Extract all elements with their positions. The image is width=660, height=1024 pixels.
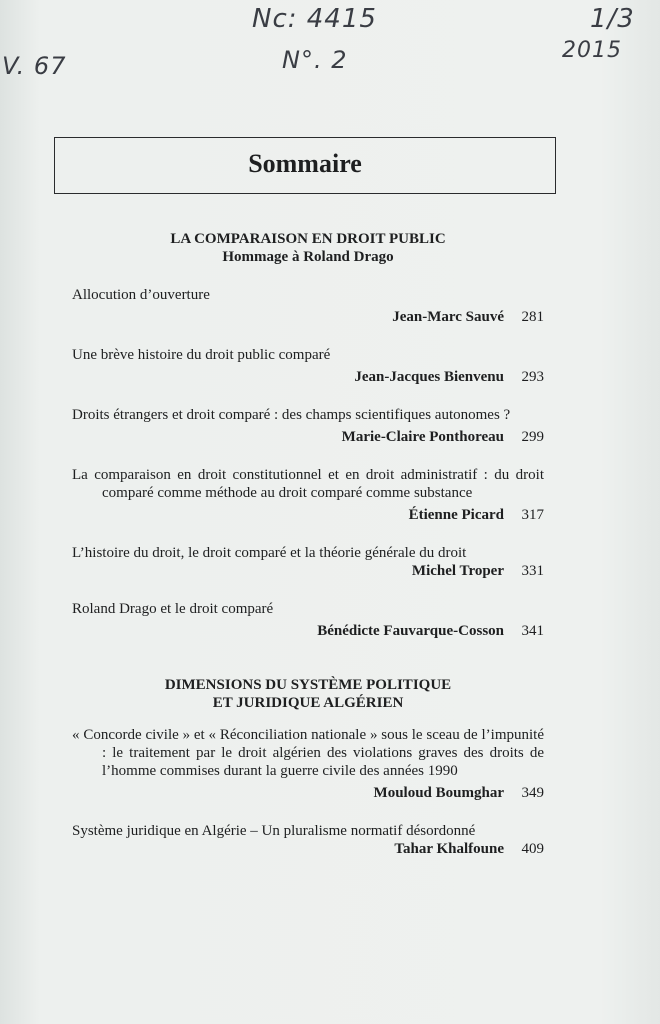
- section-algerie: [72, 676, 544, 858]
- toc-entry[interactable]: [72, 726, 544, 802]
- handwritten-volume: 1/3: [590, 4, 635, 34]
- entry-title: Droits étrangers et droit comparé : des champs scientifiques autonomes ?: [72, 407, 511, 423]
- entry-page: 281: [521, 309, 544, 325]
- toc-entry[interactable]: [72, 286, 544, 326]
- entry-author-line: [72, 840, 544, 858]
- entry-title: L’histoire du droit, le droit comparé et la théorie générale du droit: [72, 545, 467, 561]
- entry-page: 299: [521, 429, 544, 445]
- entry-author-line: [72, 506, 544, 524]
- entry-author: Michel Troper: [411, 563, 504, 579]
- entry-page: 293: [521, 369, 544, 385]
- toc-entry[interactable]: [72, 822, 544, 858]
- section-subheading: ET JURIDIQUE ALGÉRIEN: [212, 695, 404, 711]
- handwritten-shelf-mark: V. 67: [2, 52, 67, 80]
- handwritten-year: 2015: [562, 38, 622, 63]
- section-heading: DIMENSIONS DU SYSTÈME POLITIQUE: [164, 677, 452, 693]
- entry-author-line: [72, 622, 544, 640]
- entry-title: « Concorde civile » et « Réconciliation nationale » sous le sceau de l’impunité : le traitement par le droit algérien des violations graves des droits de l’homme commises durant la guerre civile des années 1990: [72, 727, 544, 779]
- entry-author: Mouloud Boumghar: [373, 785, 504, 801]
- entry-title: Allocution d’ouverture: [72, 287, 210, 303]
- entry-page: 409: [521, 841, 544, 857]
- entry-author: Tahar Khalfoune: [394, 841, 504, 857]
- entry-page: 349: [521, 785, 544, 801]
- table-of-contents: [72, 230, 544, 858]
- entry-page: 341: [521, 623, 544, 639]
- entry-author-line: [72, 308, 544, 326]
- toc-entry[interactable]: [72, 600, 544, 640]
- handwritten-issue-number: N°. 2: [282, 46, 348, 74]
- entry-author-line: [72, 784, 544, 802]
- entry-author: Bénédicte Fauvarque-Cosson: [317, 623, 504, 639]
- toc-entry[interactable]: [72, 406, 544, 446]
- toc-entry[interactable]: [72, 466, 544, 524]
- entry-author-line: [72, 428, 544, 446]
- entry-author: Marie-Claire Ponthoreau: [341, 429, 504, 445]
- entry-author-line: [72, 368, 544, 386]
- entry-title: Roland Drago et le droit comparé: [72, 601, 274, 617]
- section-comparaison: [72, 230, 544, 640]
- toc-entry[interactable]: [72, 544, 544, 580]
- handwritten-call-number: Nc: 4415: [252, 4, 377, 34]
- title-box: [54, 137, 556, 194]
- entry-author-line: [72, 562, 544, 580]
- entry-page: 317: [521, 507, 544, 523]
- page-title: Sommaire: [248, 149, 362, 178]
- entry-title: Une brève histoire du droit public comparé: [72, 347, 331, 363]
- entry-title: La comparaison en droit constitutionnel et en droit administratif : du droit comparé comme méthode au droit comparé comme substance: [72, 467, 544, 501]
- section-heading: LA COMPARAISON EN DROIT PUBLIC: [170, 231, 446, 247]
- entry-author: Jean-Marc Sauvé: [392, 309, 504, 325]
- entry-author: Jean-Jacques Bienvenu: [354, 369, 504, 385]
- entry-title: Système juridique en Algérie – Un pluralisme normatif désordonné: [72, 823, 476, 839]
- toc-entry[interactable]: [72, 346, 544, 386]
- entry-author: Étienne Picard: [408, 507, 504, 523]
- entry-page: 331: [521, 563, 544, 579]
- section-subheading: Hommage à Roland Drago: [222, 249, 394, 265]
